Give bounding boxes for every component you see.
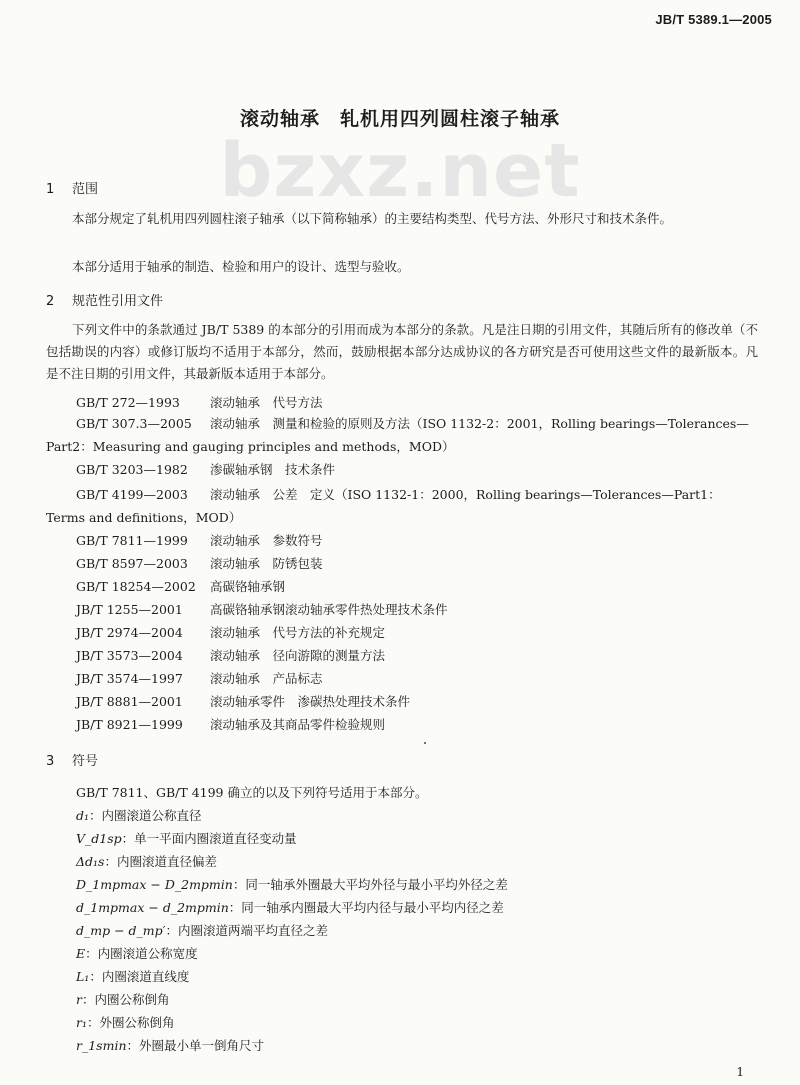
page-number: 1 (736, 1065, 744, 1079)
section-heading-references (46, 290, 163, 309)
reference-item: JB/T 2974—2004 滚动轴承 代号方法的补充规定 (76, 625, 386, 640)
symbols-intro: GB/T 7811、GB/T 4199 确立的以及下列符号适用于本部分。 (76, 785, 428, 800)
document-title: 滚动轴承 轧机用四列圆柱滚子轴承 (239, 108, 560, 130)
section-heading-scope (46, 178, 98, 197)
section-heading-symbols (46, 750, 98, 769)
reference-item: JB/T 8921—1999 滚动轴承及其商品零件检验规则 (76, 717, 386, 732)
reference-item: GB/T 4199—2003 滚动轴承 公差 定义（ISO 1132-1：2000，Rolling bearings—Tolerances—Part1：Terms and definitions，MOD） (46, 487, 721, 525)
symbol-definition: E：内圈滚道公称宽度 (76, 946, 198, 961)
reference-item: GB/T 307.3—2005 滚动轴承 测量和检验的原则及方法（ISO 1132-2：2001，Rolling bearings—Tolerances—Part2：Measuring and gauging principles and methods，MOD） (46, 416, 749, 454)
symbol-definition: r₁：外圈公称倒角 (76, 1015, 175, 1030)
reference-item: JB/T 1255—2001 高碳铬轴承钢滚动轴承零件热处理技术条件 (76, 602, 448, 617)
scope-paragraph-1: 本部分规定了轧机用四列圆柱滚子轴承（以下简称轴承）的主要结构类型、代号方法、外形尺寸和技术条件。 (72, 211, 673, 226)
symbol-definition: Δd₁s：内圈滚道直径偏差 (76, 854, 217, 869)
watermark: bzxz.net (219, 128, 581, 214)
reference-item: GB/T 8597—2003 滚动轴承 防锈包装 (76, 556, 323, 571)
symbol-definition: D_1mpmax − D_2mpmin：同一轴承外圈最大平均外径与最小平均外径之差 (76, 877, 508, 892)
reference-item: JB/T 8881—2001 滚动轴承零件 渗碳热处理技术条件 (76, 694, 411, 709)
symbol-definition: d₁：内圈滚道公称直径 (76, 808, 202, 823)
section-title: 范围 (72, 182, 99, 197)
reference-item: GB/T 3203—1982 渗碳轴承钢 技术条件 (76, 462, 336, 477)
symbol-definition: d_mp − d_mp′：内圈滚道两端平均直径之差 (76, 923, 328, 938)
reference-item: GB/T 272—1993 滚动轴承 代号方法 (76, 395, 323, 410)
scan-speck (424, 742, 426, 744)
section-number: 1 (46, 182, 55, 197)
symbol-definition: d_1mpmax − d_2mpmin：同一轴承内圈最大平均内径与最小平均内径之差 (76, 900, 504, 915)
symbol-definition: V_d1sp：单一平面内圈滚道直径变动量 (76, 831, 297, 846)
section-number: 2 (46, 294, 55, 309)
reference-item: JB/T 3574—1997 滚动轴承 产品标志 (76, 671, 323, 686)
section-title: 规范性引用文件 (72, 294, 164, 309)
section-title: 符号 (72, 754, 99, 769)
symbol-definition: r_1smin：外圈最小单一倒角尺寸 (76, 1038, 265, 1053)
reference-item: JB/T 3573—2004 滚动轴承 径向游隙的测量方法 (76, 648, 386, 663)
document-code: JB/T 5389.1—2005 (655, 12, 772, 27)
symbol-definition: r：内圈公称倒角 (76, 992, 170, 1007)
section-number: 3 (46, 754, 55, 769)
reference-item: GB/T 7811—1999 滚动轴承 参数符号 (76, 533, 323, 548)
reference-item: GB/T 18254—2002 高碳铬轴承钢 (76, 579, 286, 594)
references-intro: 下列文件中的条款通过 JB/T 5389 的本部分的引用而成为本部分的条款。凡是注日期的引用文件，其随后所有的修改单（不包括勘误的内容）或修订版均不适用于本部分，然而，鼓励根据本部分达成协议的各方研究是否可使用这些文件的最新版本。凡是不注日期的引用文件，其最新版本适用于本部分。 (46, 322, 758, 381)
scope-paragraph-2: 本部分适用于轴承的制造、检验和用户的设计、选型与验收。 (72, 259, 410, 274)
symbol-definition: L₁：内圈滚道直线度 (76, 969, 190, 984)
